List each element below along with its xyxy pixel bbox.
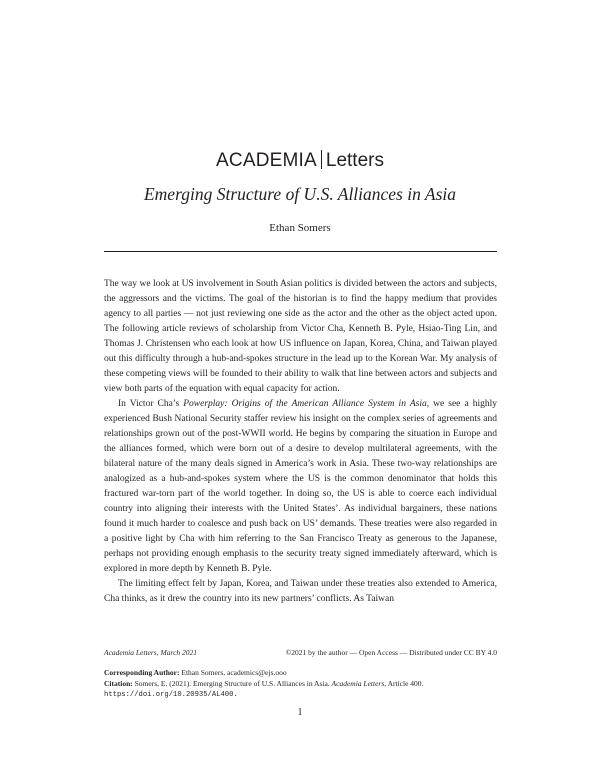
citation-article: , Article 400. <box>384 679 424 688</box>
academia-letters-logo <box>0 150 600 172</box>
citation-label: Citation: <box>104 679 133 688</box>
article-author: Ethan Somers <box>269 222 331 234</box>
title-rule <box>104 251 497 252</box>
journal-date: Academia Letters, March 2021 <box>104 648 198 657</box>
logo-section: Letters <box>325 150 384 171</box>
citation-value: Somers, E. (2021). Emerging Structure of U.S. Alliances in Asia. <box>132 679 332 688</box>
license-text: ©2021 by the author — Open Access — Distributed under CC BY 4.0 <box>285 648 497 657</box>
paragraph-2 <box>104 397 497 577</box>
footer-journal-line <box>104 648 497 658</box>
doi-link[interactable]: https://doi.org/10.20935/AL400. <box>104 691 238 699</box>
corresponding-author-label: Corresponding Author: <box>104 668 180 677</box>
paragraph-1: The way we look at US involvement in South Asian politics is divided between the actors and subjects, the aggressors and the victims. The goal of the historian is to find the happy medium that provides agency to all parties — not just reviewing one side as the actor and the other as the object acted upon. The following article reviews of scholarship from Victor Cha, Kenneth B. Pyle, Hsiao-Ting Lin, and Thomas J. Christensen who each look at how US influence on Japan, Korea, China, and Taiwan played out this difficulty through a hub-and-spokes structure in the lead up to the Korean War. My analysis of these competing views will be founded to their ability to walk that line between actors and subjects and view both parts of the equation with equal capacity for action. <box>104 279 497 394</box>
citation-journal: Academia Letters <box>331 679 385 688</box>
page-number: 1 <box>297 707 303 718</box>
logo-brand: ACADEMIA <box>216 150 317 171</box>
corresponding-author <box>104 668 497 678</box>
paragraph-3: The limiting effect felt by Japan, Korea, and Taiwan under these treaties also extended to America, Cha thinks, as it drew the country into its new partners’ conflicts. As Taiwan <box>104 579 497 604</box>
corresponding-author-value: Ethan Somers, academics@ejs.ooo <box>179 668 287 677</box>
book-title: Powerplay: Origins of the American Alliance System in Asia, <box>183 399 430 409</box>
logo-divider <box>321 150 322 169</box>
article-body <box>104 277 497 607</box>
article-title: Emerging Structure of U.S. Alliances in Asia <box>143 184 457 204</box>
paragraph-2-intro: In Victor Cha’s <box>118 399 184 409</box>
paragraph-2-text: we see a highly experienced Bush National Security staffer review his insight on the complex series of agreements and relationships grown out of the post-WWII world. He begins by comparing the situation in Europe and the alliances formed, which were born out of a desire to develop multilateral agreements, with the bilateral nature of the many deals signed in America’s work in Asia. These two-way relationships are analogized as a hub-and-spokes system where the US is the common denominator that holds this fractured war-torn part of the world together. In doing so, the US is able to coerce each individual country into aligning their interests with the United States’. As individual bargainers, these nations found it much harder to coalesce and push back on US’ demands. These treaties were also regarded in a positive light by Cha with him referring to the San Francisco Treaty as generous to the Japanese, perhaps not providing enough emphasis to the security treaty signed immediately afterward, which is explored in more depth by Kenneth B. Pyle. <box>104 399 497 574</box>
citation <box>104 679 497 689</box>
